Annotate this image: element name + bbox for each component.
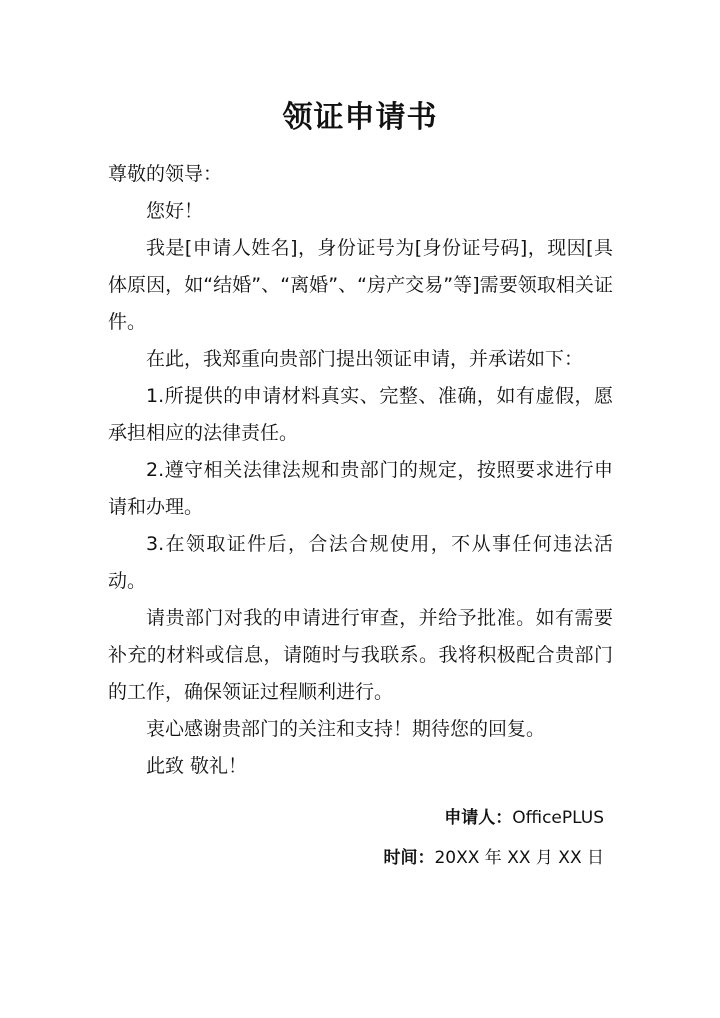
paragraph-thanks: 衷心感谢贵部门的关注和支持！期待您的回复。 bbox=[146, 718, 546, 740]
date-line bbox=[383, 838, 604, 878]
document-title: 领证申请书 bbox=[282, 100, 438, 135]
paragraph-review-request: 请贵部门对我的申请进行审查，并给予批准。如有需要补充的材料或信息，请随时与我联系。我将积极配合贵部门的工作，确保领证过程顺利进行。 bbox=[108, 607, 613, 703]
salutation: 尊敬的领导： bbox=[108, 163, 223, 185]
paragraph-promise-2: 2.遵守相关法律法规和贵部门的规定，按照要求进行申请和办理。 bbox=[108, 459, 613, 518]
paragraph-applicant-info: 我是[申请人姓名]，身份证号为[身份证号码]，现因[具体原因，如“结婚”、“离婚”、“房产交易”等]需要领取相关证件。 bbox=[108, 237, 613, 333]
paragraph-application-statement: 在此，我郑重向贵部门提出领证申请，并承诺如下： bbox=[146, 348, 584, 370]
date-label: 时间： bbox=[383, 848, 435, 868]
paragraph-greeting: 您好！ bbox=[146, 200, 204, 222]
paragraph-closing: 此致 敬礼！ bbox=[146, 755, 248, 777]
date-value: 20XX 年 XX 月 XX 日 bbox=[434, 848, 604, 868]
applicant-line bbox=[383, 798, 604, 838]
paragraph-promise-1: 1.所提供的申请材料真实、完整、准确，如有虚假，愿承担相应的法律责任。 bbox=[108, 385, 613, 444]
signature-block bbox=[383, 798, 604, 878]
applicant-value: OfficePLUS bbox=[512, 808, 604, 828]
paragraph-promise-3: 3.在领取证件后，合法合规使用，不从事任何违法活动。 bbox=[108, 533, 613, 592]
document-body bbox=[108, 156, 613, 785]
applicant-label: 申请人： bbox=[444, 808, 513, 828]
